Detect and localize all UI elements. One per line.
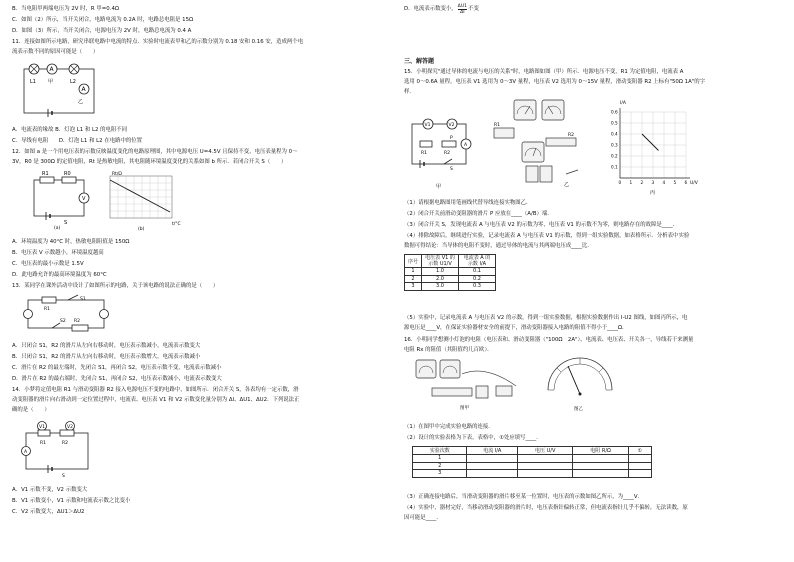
q11-l2-label: L2 [70, 79, 76, 85]
table2-header-trial: 实验次数 [413, 447, 467, 455]
q13-r1-label: R1 [44, 307, 50, 312]
q14-v1-label: V1 [39, 425, 45, 430]
q15-sub4-line2: 数据可得结论：当导体的电阻不变时，通过导体的电流与其两端电压成____比． [404, 243, 593, 249]
q11-stem-line1: 11．连接如图所示电路，研究串联电路中电流的特点．实验时电流表甲和乙的示数分别为 0.18 安和 0.16 安，造成两个电 [12, 39, 304, 45]
q15-jia-caption: 甲 [436, 184, 442, 190]
q15-circuit-jia [406, 112, 474, 192]
table-row [405, 275, 496, 283]
table-cell: 2.0 [422, 275, 459, 283]
table-row [405, 268, 496, 276]
q12-option-b: B．电压表 V 示数越小，环境温度越高 [12, 250, 104, 256]
q11-l1-label: L1 [30, 79, 36, 85]
q16-sub4-line2: 因可能是____． [404, 515, 442, 521]
q13-option-b: B．只闭合 S1，R2 的滑片从左向右移动时，电压表示数增大，电流表示数减小 [12, 354, 201, 360]
table2-header-blank: ① [628, 447, 651, 455]
q14-option-a: A．V1 示数不变，V2 示数变大 [12, 487, 88, 493]
table-cell [573, 470, 629, 478]
table-cell [628, 470, 651, 478]
q14-option-d-fraction [458, 4, 467, 15]
q15-a-label: A [464, 143, 468, 148]
table2-header-resistance: 电阻 R/Ω [573, 447, 629, 455]
q13-option-c: C．滑片在 R2 的最左端时，先闭合 S1，再闭合 S2，电压表示数不变，电流表示数减小 [12, 365, 222, 371]
table1-header-current: 电流表 A 的示数 I/A [459, 255, 496, 268]
x-tick-label: 2 [640, 180, 644, 185]
q16-sub1: （1）在图甲中完成实验电路的连接． [404, 424, 494, 430]
q11-option-cd: C．导线有电阻 D．灯泡 L1 和 L2 在电路中的位置 [12, 138, 143, 144]
q14-v2-label: V2 [67, 425, 73, 430]
q15-sub1: （1）请根据电路图用笔画线代替导线连接实物图乙． [404, 200, 532, 206]
q15-graph-x-label: U/V [690, 181, 698, 186]
q15-sub5-line2: 源电压是____V，在保证实验器材安全的前提下，滑动变阻器接入电路的阻值不得小于____Ω． [404, 325, 628, 331]
x-tick-label: 6 [684, 180, 688, 185]
q15-r1-label: R1 [421, 151, 427, 156]
q12-caption-a: (a) [54, 226, 61, 230]
q12-option-d: D．此电路允许的最高环境温度为 60°C [12, 272, 107, 278]
table-cell [518, 462, 573, 470]
table2-header-current: 电流 I/A [467, 447, 518, 455]
q16-fig-jia-caption: 图甲 [460, 406, 469, 411]
graph-axes [620, 108, 690, 178]
q14-option-c: C．V2 示数变大，ΔU1＞ΔU2 [12, 509, 85, 515]
x-tick-label: 1 [629, 180, 633, 185]
table-cell [573, 455, 629, 463]
table-cell: 3 [405, 283, 422, 291]
q10-option-c: C．如图（2）所示，当开关闭合，电路电流为 0.2A 时，电路总电阻是 15Ω [12, 17, 194, 23]
table-cell: 3.0 [422, 283, 459, 291]
table-cell [467, 470, 518, 478]
table2-header-voltage: 电压 U/V [518, 447, 573, 455]
q15-stem-line1: 15．小明探究"通过导体的电流与电压的关系"时，电路图如图（甲）所示．电源电压不变，R1 为定值电阻，电流表 A [404, 69, 684, 75]
q16-fig-yi-caption: 图乙 [574, 407, 583, 412]
q12-option-a: A．环境温度为 40°C 时，热敏电阻阻值是 150Ω [12, 239, 130, 245]
q13-stem: 13．某同学在课外活动中设计了如图所示的电路，关于该电路的说法正确的是（ ） [12, 283, 219, 289]
q14-option-d-text: D．电流表示数变小， [404, 6, 457, 12]
q11-yi-label: 乙 [78, 99, 84, 105]
q16-apparatus-jia [412, 356, 532, 412]
q12-resistance-temperature-graph [102, 170, 182, 232]
table-cell: 0.1 [459, 268, 496, 276]
q13-s2-label: S2 [60, 319, 66, 324]
q15-apparatus-yi [486, 98, 596, 190]
q15-bing-caption: 丙 [650, 190, 656, 196]
table-cell [628, 462, 651, 470]
y-tick-label: 0.6 [611, 109, 618, 115]
y-tick-label: 0.3 [611, 142, 618, 148]
table-row [405, 283, 496, 291]
q14-s-label: S [62, 474, 65, 479]
q12-r0-label: R0 [64, 171, 71, 177]
q15-stem-line3: 样． [404, 89, 415, 95]
q15-v1-label: V1 [424, 123, 431, 128]
q12-stem-line2: 3V，R0 是 300Ω 的定值电阻，Rt 是热敏电阻，其电阻随环境温度变化的关系如图 b 所示．若闭合开关 S（ ） [12, 159, 287, 165]
y-tick-label: 0.4 [611, 131, 618, 137]
q13-r2-label: R2 [74, 319, 80, 324]
table-cell: 1 [413, 455, 467, 463]
q12-caption-b: (b) [138, 227, 145, 232]
q14-stem-line2: 动变阻器的滑片向右滑动到一定位置过程中，电流表、电压表 V1 和 V2 示数变化量分别为 ΔI、ΔU1、ΔU2．下列说法正 [12, 397, 300, 403]
graph-line [642, 134, 659, 151]
table-cell [467, 455, 518, 463]
q11-jia-label: 甲 [48, 79, 54, 85]
q14-option-b: B．V1 示数变小，V1 示数和电流表示数之比变小 [12, 498, 131, 504]
q15-graph-y-label: I/A [620, 101, 626, 106]
q12-r1-label: R1 [42, 171, 49, 177]
q14-stem-line3: 确的是（ ） [12, 407, 50, 413]
q14-r1-label: R1 [40, 441, 46, 446]
q14-option-d [404, 4, 479, 15]
section-title: 三、解答题 [404, 58, 435, 65]
q13-circuit-figure [22, 294, 112, 334]
fraction-numerator: ΔU1 [457, 4, 468, 9]
q12-option-c: C．电压表的最小示数是 1.5V [12, 261, 84, 267]
q16-sub3: （3）正确连接电路后，当滑动变阻器的滑片移至某一位置时，电压表的示数如图乙所示，为____V． [404, 494, 643, 500]
table1-header-voltage: 电压表 V1 的示数 U1/V [422, 255, 459, 268]
q12-s-label: S [64, 220, 68, 226]
q15-r2-label: R2 [444, 151, 450, 156]
table-cell: 0.3 [459, 283, 496, 291]
q16-stem-line2: 电阻 Rx 的阻值（其阻值约几百欧）． [404, 347, 493, 353]
q16-data-table [412, 446, 652, 478]
q16-stem-line1: 16．小明同学想测小灯泡的电阻（电压表和、滑动变阻器（"100Ω 2A"）、电流表、电压表、开关各一，导线若干来测量 [404, 337, 694, 343]
q15-p-label: P [450, 136, 453, 141]
q15-data-table [404, 254, 496, 291]
table-cell [573, 462, 629, 470]
q15-graph-bing [600, 98, 700, 196]
q13-option-a: A．只闭合 S1，R2 的滑片从左向右移动时，电压表示数减小，电流表示数变大 [12, 343, 201, 349]
q15-yi-r1-label: R1 [494, 123, 500, 128]
q16-sub2: （2）设计的实验表格为下表，表格中，①处应填写____． [404, 435, 542, 441]
table-row [413, 462, 652, 470]
x-tick-label: 5 [673, 180, 677, 185]
q15-sub5-line1: （5）实验中，记录电流表 A 与电压表 V2 的示数，得到一组实验数据，根据实验数据作出 I-U2 图线，如图丙所示，电 [404, 315, 688, 321]
table-cell: 2 [405, 275, 422, 283]
q11-option-ab: A．电流表的缘故 B．灯泡 L1 和 L2 的电阻不同 [12, 127, 128, 133]
q15-sub2: （2）闭合开关前滑动变阻器的滑片 P 应放在____（A/B）端． [404, 211, 553, 217]
q12-graph-x-label: t/°C [172, 222, 181, 227]
q13-option-d: D．滑片在 R2 的最右端时，先闭合 S1，再闭合 S2，电压表示数减小，电流表示数变大 [12, 376, 222, 382]
q16-voltmeter-yi [540, 350, 620, 414]
table-cell [628, 455, 651, 463]
q15-yi-caption: 乙 [564, 182, 570, 188]
x-tick-label: 3 [651, 180, 655, 185]
q14-circuit-figure [18, 417, 98, 479]
x-tick-label: 0 [618, 180, 622, 185]
q15-sub4-line1: （4）排除故障后，继续进行实验，记录电流表 A 与电压表 V1 的示数，得到一组实验数据，如表格所示．分析表中实验 [404, 233, 690, 239]
table-cell [467, 462, 518, 470]
table-cell [518, 455, 573, 463]
q12-circuit-figure [24, 170, 94, 230]
table1-header-index: 序号 [405, 255, 422, 268]
q12-graph-y-label: Rt/Ω [112, 172, 122, 177]
q15-stem-line2: 选用 0～0.6A 量程，电压表 V1 选用为 0～3V 量程，电压表 V2 选用为 0～15V 量程，滑动变阻器 R2 上标有"50Ω 1A"的字 [404, 79, 706, 85]
x-tick-label: 4 [662, 180, 666, 185]
y-tick-label: 0.5 [611, 120, 618, 126]
q12-v-label: V [82, 196, 86, 202]
svg-text:A: A [49, 66, 54, 73]
q11-stem-line2: 流表示数不同的原因可能是（ ） [12, 49, 99, 55]
q12-stem-line1: 12．如图 a 是一个用电压表的示数反映温度变化的电路原理图，其中电源电压 U=4.5V 且保持不变，电压表量程为 0～ [12, 149, 298, 155]
table-cell: 1.0 [422, 268, 459, 276]
table-cell: 0.2 [459, 275, 496, 283]
q15-sub3: （3）闭合开关 S，发现电流表 A 与电压表 V2 的示数为零，电压表 V1 的示数不为零，则电路存在的故障是____． [404, 222, 678, 228]
q15-yi-r2-label: R2 [568, 133, 574, 138]
table-row [413, 455, 652, 463]
svg-text:A: A [81, 86, 86, 93]
y-tick-label: 0.2 [611, 153, 618, 159]
q10-option-d: D．如图（3）所示，当开关闭合，电源电压为 2V 时，电路总电流为 0.4 A [12, 28, 192, 34]
q15-s-label: S [450, 167, 453, 172]
table-cell: 1 [405, 268, 422, 276]
q14-stem-line1: 14．小梦将定值电阻 R1 与滑动变阻器 R2 接入电源电压不变的电路中，如图所示．闭合开关 S，各表均有一定示数，滑 [12, 387, 299, 393]
table-cell: 3 [413, 470, 467, 478]
y-tick-label: 0.1 [611, 164, 618, 170]
table-cell: 2 [413, 462, 467, 470]
q13-s1-label: S1 [80, 297, 86, 302]
table-row [413, 470, 652, 478]
fraction-denominator: ΔI [460, 10, 465, 15]
q14-r2-label: R2 [62, 441, 68, 446]
table-cell [518, 470, 573, 478]
q11-circuit-figure [18, 59, 98, 119]
q15-v2-label: V2 [448, 123, 455, 128]
q10-option-b: B．当电阻甲两端电压为 2V 时，R 甲=0.4Ω [12, 6, 119, 12]
q14-option-d-tail: 不变 [468, 6, 479, 12]
q16-sub4-line1: （4）实验中，器材完好，当移动滑动变阻器的滑片时，电压表指针偏转正常，但电流表指针几乎不偏转，无法读数，原 [404, 505, 688, 511]
q14-a-label: A [24, 450, 28, 455]
